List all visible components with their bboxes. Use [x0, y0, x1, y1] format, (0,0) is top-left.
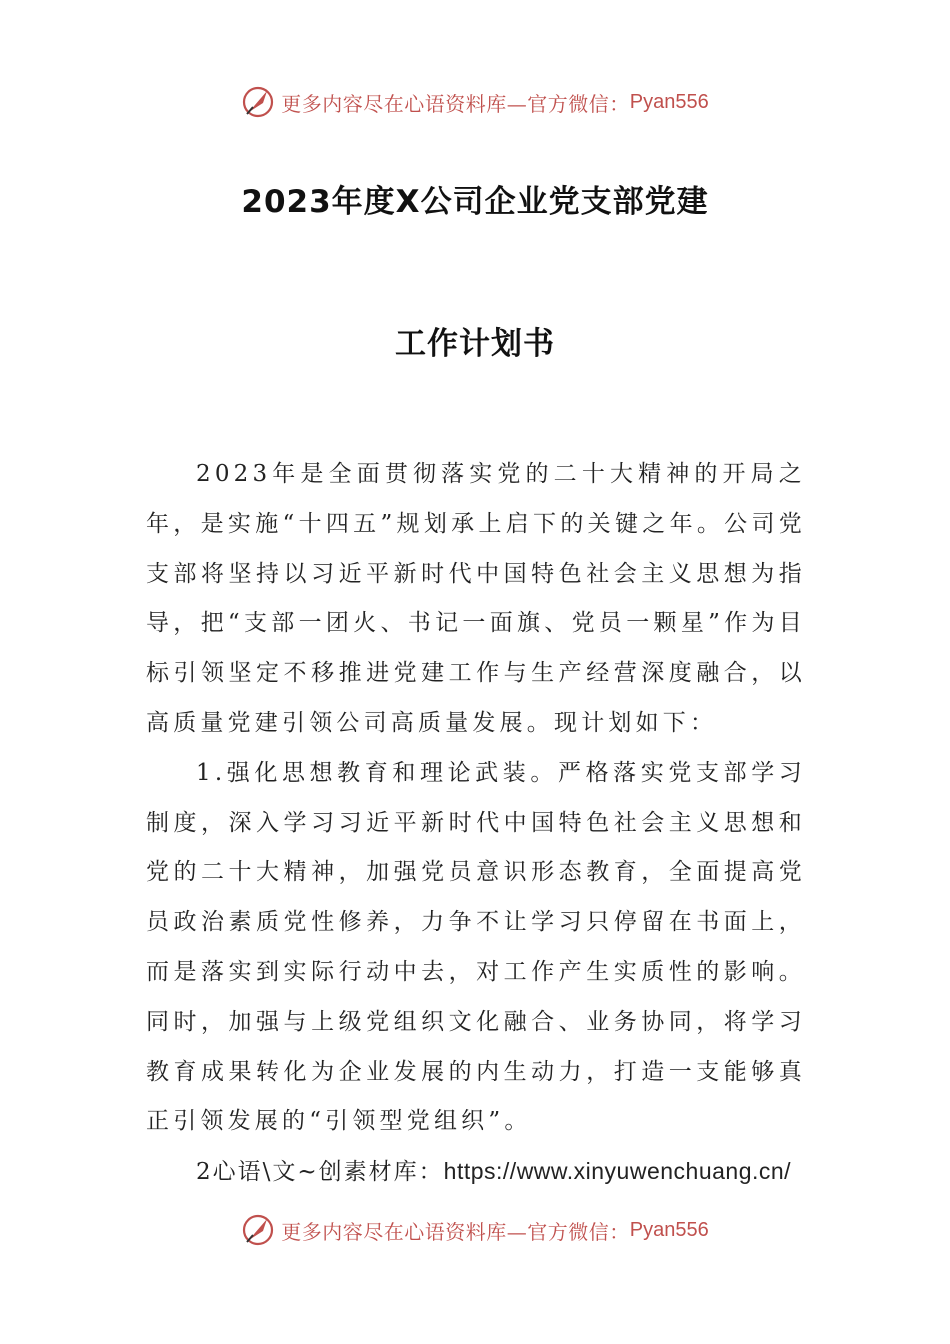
quill-logo-icon [241, 85, 275, 119]
paragraph-item-1: 1.强化思想教育和理论武装。严格落实党支部学习制度，深入学习习近平新时代中国特色社会主义思想和党的二十大精神，加强党员意识形态教育，全面提高党员政治素质党性修养，力争不让学习只停留在书面上，而是落实到实际行动中去，对工作产生实质性的影响。同时，加强与上级党组织文化融合、业务协同，将学习教育成果转化为企业发展的内生动力，打造一支能够真正引领发展的“引领型党组织”。 [146, 759, 806, 1135]
document-title-line1: 2023年度X公司企业党支部党建 [241, 184, 709, 220]
source-prefix: 2心语\文~创素材库： [196, 1159, 444, 1186]
footer-watermark-banner [0, 1210, 950, 1250]
banner-text: 更多内容尽在心语资料库—官方微信： [281, 91, 630, 116]
quill-logo-icon [241, 1213, 275, 1247]
banner-text: 更多内容尽在心语资料库—官方微信： [281, 1219, 630, 1244]
document-title-line2: 工作计划书 [395, 326, 555, 362]
header-watermark-banner [0, 82, 950, 122]
banner-wechat-id: Pyan556 [629, 90, 709, 113]
document-body [146, 450, 806, 1198]
banner-wechat-id: Pyan556 [629, 1218, 709, 1241]
source-url: https://www.xinyuwenchuang.cn/ [443, 1158, 792, 1185]
paragraph-intro: 2023年是全面贯彻落实党的二十大精神的开局之年，是实施“十四五”规划承上启下的关键之年。公司党支部将坚持以习近平新时代中国特色社会主义思想为指导，把“支部一团火、书记一面旗、党员一颗星”作为目标引领坚定不移推进党建工作与生产经营深度融合，以高质量党建引领公司高质量发展。现计划如下： [146, 461, 806, 736]
paragraph-source [146, 1147, 806, 1198]
